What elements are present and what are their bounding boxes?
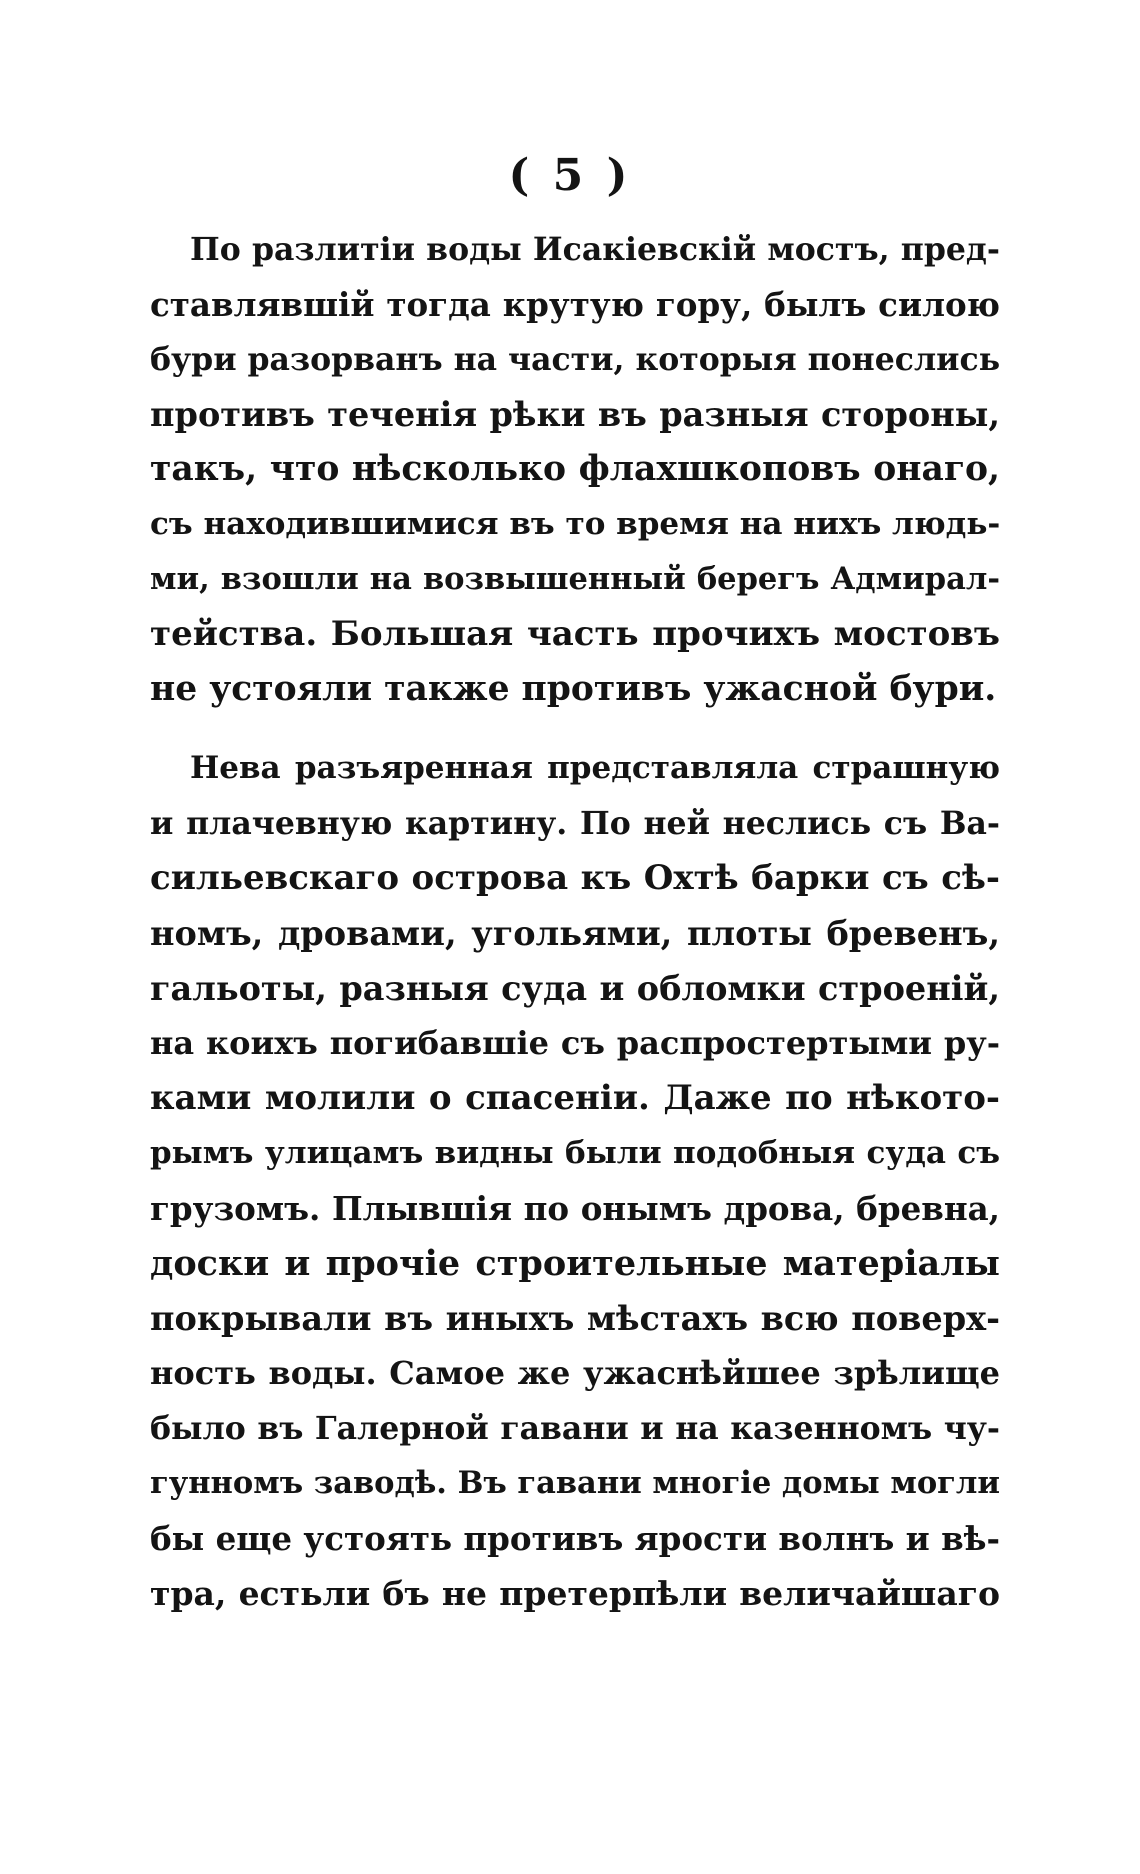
text-line: ми, взошли на возвышенный берегъ Адмирал- — [150, 561, 1000, 597]
text-line: бы еще устоять противъ ярости волнъ и вѣ- — [150, 1519, 1000, 1558]
paragraph-gap — [150, 717, 1000, 741]
text-line: номъ, дровами, угольями, плоты бревенъ, — [150, 914, 1000, 953]
text-line: на коихъ погибавшіе съ распростертыми ру- — [150, 1024, 1000, 1062]
text-line: ками молили о спасеніи. Даже по нѣкото- — [150, 1078, 1000, 1118]
text-line: тейства. Большая часть прочихъ мостовъ — [150, 614, 1000, 654]
text-line: тра, естьли бъ не претерпѣли величайшаго — [150, 1574, 1000, 1613]
text-line: гунномъ заводѣ. Въ гавани многіе домы могли — [150, 1465, 1000, 1501]
text-line: было въ Галерной гавани и на казенномъ чу- — [150, 1410, 1000, 1447]
text-line: рымъ улицамъ видны были подобныя суда съ — [150, 1135, 1000, 1171]
paragraph-1 — [150, 222, 1000, 717]
text-line: не устояли также противъ ужасной бури. — [150, 669, 997, 709]
text-line: бури разорванъ на части, которыя понеслись — [150, 341, 1001, 378]
text-line: противъ теченія рѣки въ разныя стороны, — [150, 395, 1000, 434]
text-line: и плачевную картину. По ней неслись съ Ва- — [150, 805, 1000, 842]
body-text — [150, 222, 1000, 1621]
paragraph-2 — [150, 741, 1000, 1621]
text-line: грузомъ. Плывшія по онымъ дрова, бревна, — [150, 1189, 1000, 1228]
page-number: ( 5 ) — [508, 150, 632, 201]
text-line: ность воды. Самое же ужаснѣйшее зрѣлище — [150, 1354, 1000, 1392]
text-line: покрывали въ иныхъ мѣстахъ всю поверх- — [150, 1299, 1000, 1338]
text-line: доски и прочіе строительные матеріалы — [150, 1243, 1000, 1284]
text-line: сильевскаго острова къ Охтѣ барки съ сѣ- — [150, 858, 1000, 898]
text-line: такъ, что нѣсколько флахшкоповъ онаго, — [150, 449, 1000, 489]
text-line: По разлитіи воды Исакіевскій мостъ, пред- — [190, 231, 1000, 268]
text-line: гальоты, разныя суда и обломки строеній, — [150, 969, 1000, 1008]
text-line: ставлявшій тогда крутую гору, былъ силою — [150, 285, 1000, 324]
text-line: съ находившимися въ то время на нихъ людь- — [150, 506, 1001, 542]
text-line: Нева разъяренная представляла страшную — [190, 750, 1000, 786]
